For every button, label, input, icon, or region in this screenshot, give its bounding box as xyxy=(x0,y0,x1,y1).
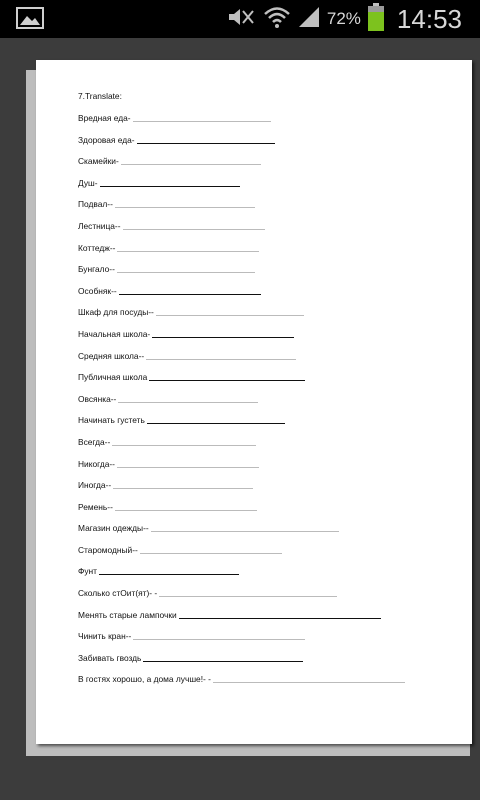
item-word: Начинать густеть xyxy=(78,415,145,426)
item-word: Иногда-- xyxy=(78,480,112,491)
answer-blank xyxy=(152,328,294,338)
item-word: Шкаф для посуды-- xyxy=(78,307,154,318)
worksheet-title: 7.Translate: xyxy=(78,91,122,101)
translation-item xyxy=(78,155,458,177)
item-word: Здоровая еда- xyxy=(78,134,135,145)
translation-item xyxy=(78,371,458,393)
item-word: Бунгало-- xyxy=(78,264,115,275)
answer-blank xyxy=(147,414,285,424)
translation-item xyxy=(78,652,458,674)
answer-blank xyxy=(149,371,305,381)
answer-blank xyxy=(115,501,257,511)
battery-icon xyxy=(367,3,385,36)
answer-blank xyxy=(117,242,259,252)
answer-blank xyxy=(151,522,339,532)
answer-blank xyxy=(156,306,304,316)
wifi-icon xyxy=(263,5,291,34)
translation-item xyxy=(78,479,458,501)
translation-item xyxy=(78,220,458,242)
item-word: Особняк-- xyxy=(78,285,117,296)
translation-list xyxy=(78,112,458,695)
answer-blank xyxy=(213,673,405,683)
answer-blank xyxy=(112,436,256,446)
item-word: Фунт xyxy=(78,566,98,577)
item-word: Чинить кран-- xyxy=(78,631,132,642)
item-word: Старомодный-- xyxy=(78,544,138,555)
item-word: Сколько стОит(ят)- - xyxy=(78,588,158,599)
translation-item xyxy=(78,177,458,199)
answer-blank xyxy=(100,177,240,187)
answer-blank xyxy=(143,652,303,662)
document-page[interactable] xyxy=(36,60,472,744)
signal-icon xyxy=(297,5,321,34)
item-word: Средняя школа-- xyxy=(78,350,145,361)
item-word: Публичная школа xyxy=(78,372,148,383)
answer-blank xyxy=(133,630,305,640)
answer-blank xyxy=(179,609,381,619)
item-word: Магазин одежды-- xyxy=(78,523,149,534)
translation-item xyxy=(78,242,458,264)
answer-blank xyxy=(118,393,258,403)
status-bar xyxy=(0,0,480,38)
answer-blank xyxy=(121,155,261,165)
item-word: Менять старые лампочки xyxy=(78,609,177,620)
worksheet xyxy=(78,90,458,695)
answer-blank xyxy=(146,350,296,360)
answer-blank xyxy=(123,220,265,230)
answer-blank xyxy=(140,544,282,554)
translation-item xyxy=(78,285,458,307)
answer-blank xyxy=(133,112,271,122)
translation-item xyxy=(78,587,458,609)
answer-blank xyxy=(119,285,261,295)
answer-blank xyxy=(137,134,275,144)
battery-percentage: 72% xyxy=(326,9,361,28)
translation-item xyxy=(78,630,458,652)
item-word: В гостях хорошо, а дома лучше!- - xyxy=(78,674,211,685)
translation-item xyxy=(78,134,458,156)
translation-item xyxy=(78,328,458,350)
translation-item xyxy=(78,609,458,631)
answer-blank xyxy=(113,479,253,489)
answer-blank xyxy=(115,198,255,208)
translation-item xyxy=(78,414,458,436)
translation-item xyxy=(78,198,458,220)
translation-item xyxy=(78,112,458,134)
answer-blank xyxy=(159,587,337,597)
answer-blank xyxy=(117,458,259,468)
item-word: Коттедж-- xyxy=(78,242,116,253)
answer-blank xyxy=(99,565,239,575)
translation-item xyxy=(78,393,458,415)
item-word: Всегда-- xyxy=(78,436,111,447)
item-word: Ремень-- xyxy=(78,501,113,512)
item-word: Душ- xyxy=(78,177,98,188)
translation-item xyxy=(78,306,458,328)
item-word: Подвал-- xyxy=(78,199,113,210)
clock: 14:53 xyxy=(396,3,462,34)
gallery-icon xyxy=(16,6,44,30)
translation-item xyxy=(78,350,458,372)
item-word: Начальная школа- xyxy=(78,328,151,339)
item-word: Овсянка-- xyxy=(78,393,117,404)
translation-item xyxy=(78,501,458,523)
translation-item xyxy=(78,544,458,566)
translation-item xyxy=(78,458,458,480)
mute-icon xyxy=(227,5,257,34)
translation-item xyxy=(78,436,458,458)
item-word: Забивать гвоздь xyxy=(78,652,142,663)
item-word: Никогда-- xyxy=(78,458,115,469)
translation-item xyxy=(78,673,458,695)
answer-blank xyxy=(117,263,255,273)
translation-item xyxy=(78,263,458,285)
item-word: Лестница-- xyxy=(78,220,121,231)
translation-item xyxy=(78,565,458,587)
item-word: Скамейки- xyxy=(78,156,119,167)
translation-item xyxy=(78,522,458,544)
item-word: Вредная еда- xyxy=(78,113,131,123)
